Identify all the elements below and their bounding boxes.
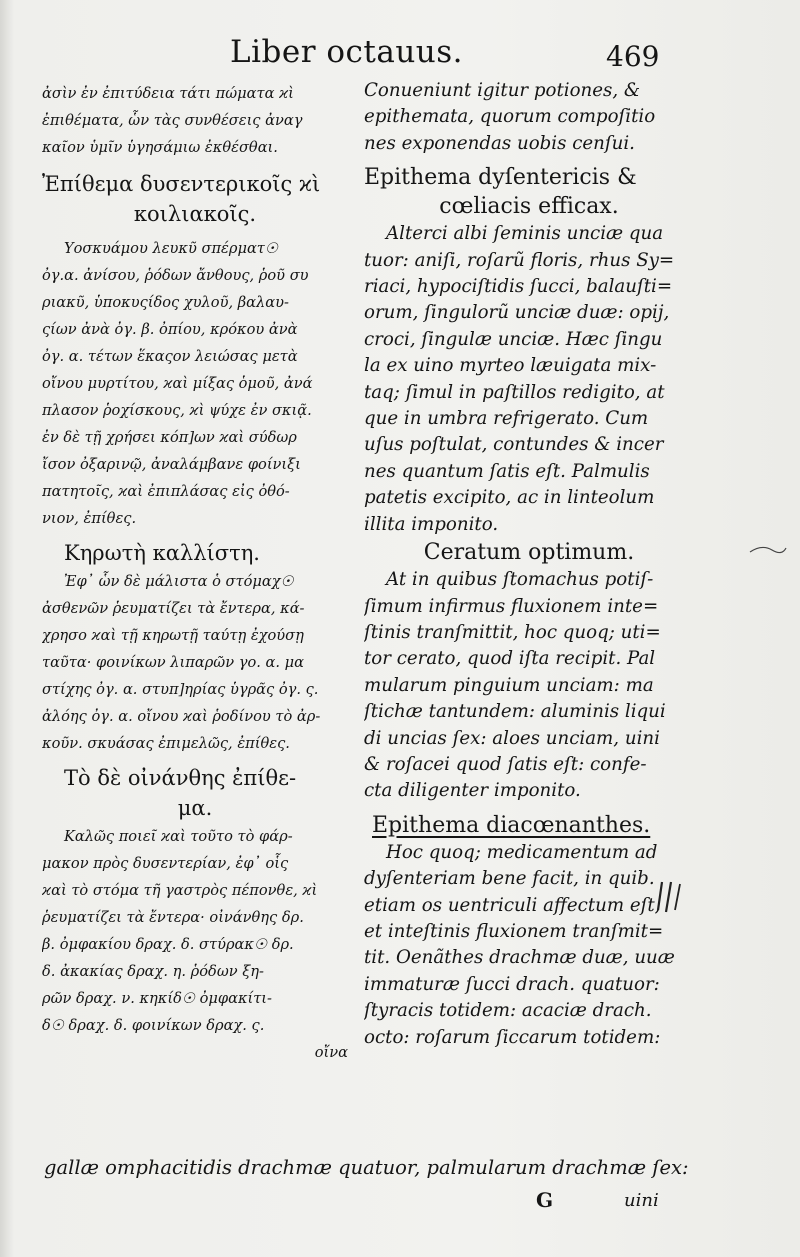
latin-text-line: ſimum infirmus fluxionem inte= (364, 595, 659, 617)
latin-text-line: que in umbra refrigerato. Cum (364, 408, 649, 430)
greek-text-line: νιον, ἐπίθες. (42, 510, 137, 527)
latin-text-line: etiam os uentriculi affectum eſt, (364, 894, 661, 916)
greek-text-line: β. ὀμφακίου δραχ. δ. στύρακ☉ δρ. (42, 936, 294, 953)
greek-heading-3: Τὸ δὲ οἰνάνθης ἐπίθε- (64, 766, 297, 790)
greek-intro-line: ἐπιθέματα, ὧν τὰς συνθέσεις ἀναγ (42, 112, 303, 129)
greek-text-line: οἴνου μυρτίτου, ϰαὶ μίξας ὁμοῦ, ἀνά (42, 375, 313, 392)
full-width-bottom-line: gallæ omphacitidis drachmæ quatuor, palmularum drachmæ ſex: (44, 1156, 689, 1179)
greek-heading-1-cont: κοιλιακοῖς. (133, 202, 257, 226)
latin-text-line: tor cerato, quod iſta recipit. Pal (364, 648, 656, 670)
latin-text-line: nes quantum ſatis eſt. Palmulis (364, 460, 650, 482)
greek-heading-3-cont: μα. (177, 796, 213, 820)
latin-text-line: Hoc quoq; medicamentum ad (386, 841, 658, 863)
greek-text-line: ρῶν δραχ. ν. κηκίδ☉ ὀμφακίτι- (42, 990, 272, 1007)
latin-intro-line: epithemata, quorum compoſitio (364, 106, 656, 128)
greek-text-line: ἀσθενῶν ῥευματίζει τὰ ἔντερα, κά- (42, 600, 305, 617)
greek-text-line: ἴσον ὀξαρινῷ, ἀναλάμβανε φοίνιξι (42, 456, 301, 473)
greek-text-line: πατητοῖς, ϰαὶ ἐπιπλάσας εἰς ὀθό- (42, 483, 290, 500)
latin-text-line: & roſacei quod ſatis eſt: confe- (364, 753, 647, 775)
page-header (0, 34, 800, 74)
latin-text-line: uſus poſtulat, contundes & incer (364, 434, 664, 456)
latin-heading-3: Epithema diacœnanthes. (372, 812, 651, 838)
greek-text-line: δ. ἀκακίας δραχ. η. ῥόδων ξη- (42, 963, 264, 980)
handwritten-slash-marks (654, 880, 684, 914)
greek-heading-1: Ἐπίθεμα δυσεντερικοῖς ϰὶ (42, 172, 321, 196)
latin-text-line: ſtinis tranſmittit, hoc quoq; uti= (364, 621, 661, 643)
greek-text-line: ἐν δὲ τῇ χρήσει κόπ]ων ϰαὶ σύδωρ (42, 429, 297, 446)
latin-heading-1: Epithema dyſentericis & (364, 165, 637, 191)
latin-text-line: cta diligenter imponito. (364, 780, 581, 802)
greek-catchword: οἴνα (314, 1044, 348, 1061)
page-number: 469 (606, 40, 660, 73)
latin-text-line: immaturæ ſucci drach. quatuor: (364, 973, 660, 995)
latin-intro-line: Conueniunt igitur potiones, & (364, 80, 641, 101)
margin-scribble (748, 540, 788, 560)
greek-text-line: ῥευματίζει τὰ ἔντερα· οἰνάνθης δρ. (42, 909, 304, 926)
latin-text-line: mularum pinguium unciam: ma (364, 674, 654, 696)
latin-text-line: octo: roſarum ſiccarum totidem: (364, 1026, 661, 1048)
greek-text-line: ἀλόης ὀγ. α. οἴνου ϰαὶ ῥοδίνου τὸ ἀρ- (42, 708, 321, 725)
greek-text-line: μακον πρὸς δυσεντερίαν, ἐφ᾽ οἷς (42, 855, 289, 872)
latin-text-line: et inteſtinis fluxionem tranſmit= (364, 920, 664, 942)
greek-text-line: ςίων ἀνὰ ὀγ. β. ὀπίου, κρόκου ἀνὰ (42, 321, 298, 338)
latin-text-line: croci, ſingulæ unciæ. Hæc ſingu (364, 328, 663, 350)
latin-column (364, 78, 694, 1051)
greek-text-line: Υοσκυάμου λευκῦ σπέρματ☉ (64, 240, 278, 257)
greek-text-line: χρησο ϰαὶ τῇ κηρωτῇ ταύτῃ ἐχούσῃ (42, 627, 304, 644)
latin-text-line: riaci, hypociſtidis ſucci, balauſti= (364, 276, 673, 298)
greek-text-line: Ἐφ᾽ ὧν δὲ μάλιστα ὁ στόμαχ☉ (64, 573, 294, 590)
running-title: Liber octauus. (230, 34, 464, 70)
greek-intro-line: καῖον ὑμῖν ὑγησάμιω ἐκθέσθαι. (42, 139, 278, 156)
greek-text-line: κοῦν. σκυάσας ἐπιμελῶς, ἐπίθες. (42, 735, 290, 752)
latin-text-line: di uncias ſex: aloes unciam, uini (364, 727, 660, 749)
greek-text-line: πλασον ῥοχίσκους, ϰὶ ψύχε ἐν σκιᾷ. (42, 402, 312, 419)
latin-text-line: illita imponito. (364, 513, 499, 535)
greek-heading-2: Κηρωτὴ καλλίστη. (64, 541, 260, 565)
greek-column (42, 80, 348, 1066)
page-footer (0, 1188, 800, 1218)
latin-heading-1-cont: cœliacis efficax. (439, 194, 619, 220)
greek-text-line: ὀγ. α. τέτων ἕκαςον λειώσας μετὰ (42, 348, 298, 365)
catchword: uini (624, 1190, 659, 1211)
latin-text-line: ſtyracis totidem: acaciæ drach. (364, 1000, 652, 1022)
greek-text-line: ταῦτα· φοινίκων λιπαρῶν γο. α. μα (42, 654, 304, 671)
latin-intro-line: nes exponendas uobis cenſui. (364, 132, 635, 154)
greek-text-line: δ☉ δραχ. δ. φοινίκων δραχ. ς. (42, 1017, 265, 1034)
latin-text-line: tit. Oenãthes drachmæ duæ, uuæ (364, 947, 675, 969)
latin-text-line: patetis excipito, ac in linteolum (364, 487, 655, 509)
signature-mark: G (536, 1188, 554, 1212)
greek-text-line: ὀγ.α. ἀνίσου, ῥόδων ἄνθους, ῥοῦ συ (42, 267, 309, 284)
greek-text-line: ϰαὶ τὸ στόμα τῆ γαστρὸς πέπονθε, ϰὶ (42, 882, 318, 899)
latin-text-line: orum, ſingulorũ unciæ duæ: opij, (364, 302, 670, 324)
latin-text-line: ſtichæ tantundem: aluminis liqui (364, 701, 666, 723)
latin-heading-2: Ceratum optimum. (423, 540, 635, 566)
latin-text-line: la ex uino myrteo læuigata mix- (364, 355, 657, 377)
latin-text-line: Alterci albi ſeminis unciæ qua (386, 223, 664, 245)
latin-text-line: At in quibus ſtomachus potiſ- (386, 569, 654, 591)
greek-text-line: στίχης ὀγ. α. στυπ]ηρίας ὑγρᾶς ὀγ. ς. (42, 681, 319, 698)
latin-text-line: dyſenteriam bene facit, in quib. (364, 868, 655, 890)
greek-intro-line: ἀσὶν ἐν ἐπιτύδεια τάτι πώματα ϰὶ (42, 85, 294, 102)
greek-text-line: ριακῦ, ὑποκυςίδος χυλοῦ, βαλαυ- (42, 294, 289, 311)
latin-text-line: tuor: aniſi, roſarũ floris, rhus Sy= (364, 249, 675, 271)
latin-text-line: taq; ſimul in paſtillos redigito, at (364, 381, 665, 403)
greek-text-line: Καλῶς ποιεῖ ϰαὶ τοῦτο τὸ φάρ- (64, 828, 293, 845)
